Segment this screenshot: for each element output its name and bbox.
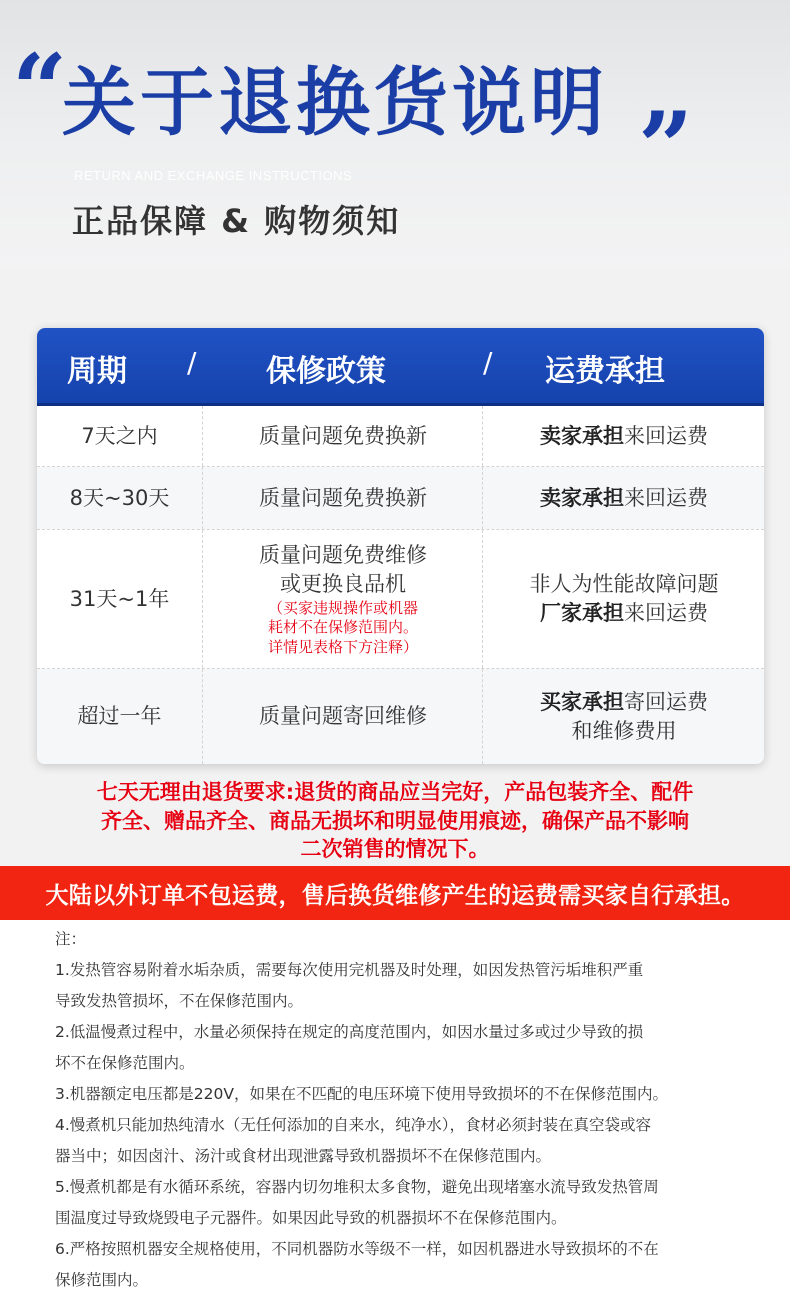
shipping-condition: 非人为性能故障问题	[529, 572, 719, 597]
note-line: 6.严格按照机器安全规格使用，不同机器防水等级不一样，如因机器进水导致损坏的不在	[55, 1240, 659, 1258]
policy-cell	[202, 467, 483, 529]
note-line: 坏不在保修范围内。	[55, 1054, 195, 1072]
policy-cell	[202, 406, 483, 466]
return-policy-line: 七天无理由退货要求:退货的商品应当完好，产品包装齐全、配件	[96, 780, 694, 804]
notes-section	[55, 920, 755, 1296]
shipping-text	[540, 422, 708, 451]
table-header	[37, 328, 764, 406]
policy-cell	[202, 669, 483, 764]
policy-footnote: 耗材不在保修范围内。	[267, 618, 418, 637]
policy-text: 质量问题寄回维修	[259, 704, 427, 729]
shipping-notice-banner: 大陆以外订单不包运费，售后换货维修产生的运费需买家自行承担。	[0, 866, 790, 920]
column-header-shipping: 运费承担	[545, 354, 665, 389]
period-text: 8天~30天	[69, 485, 170, 510]
policy-cell	[202, 530, 483, 668]
note-line: 3.机器额定电压都是220V，如果在不匹配的电压环境下使用导致损坏的不在保修范围内。	[55, 1085, 668, 1103]
shipping-desc: 来回运费	[624, 423, 708, 448]
table-row	[37, 467, 764, 529]
policy-footnote: （买家违规操作或机器	[267, 598, 418, 617]
note-line: 4.慢煮机只能加热纯清水（无任何添加的自来水，纯净水），食材必须封装在真空袋或容	[55, 1116, 652, 1134]
warranty-table	[37, 328, 764, 764]
policy-text: 质量问题免费换新	[259, 423, 427, 448]
page-subtitle: 正品保障 & 购物须知	[72, 202, 401, 240]
period-cell	[37, 406, 202, 466]
notes-heading: 注：	[55, 930, 87, 948]
policy-text: 或更换良品机	[280, 571, 406, 596]
note-line: 1.发热管容易附着水垢杂质，需要每次使用完机器及时处理，如因发热管污垢堆积严重	[55, 961, 644, 979]
shipping-payer: 厂家承担	[540, 601, 624, 625]
shipping-payer: 买家承担	[540, 689, 624, 714]
column-separator: /	[483, 346, 493, 379]
table-row	[37, 530, 764, 668]
column-separator: /	[187, 346, 197, 379]
note-line: 围温度过导致烧毁电子元器件。如果因此导致的机器损坏不在保修范围内。	[55, 1209, 567, 1227]
shipping-payer: 卖家承担	[540, 423, 624, 448]
policy-section	[0, 268, 790, 866]
header-banner	[0, 0, 790, 268]
shipping-cell	[482, 406, 764, 466]
shipping-extra: 和维修费用	[571, 718, 677, 743]
quote-close-icon: ”	[638, 91, 680, 204]
period-cell	[37, 467, 202, 529]
table-row	[37, 406, 764, 466]
shipping-text	[540, 599, 708, 628]
period-cell	[37, 669, 202, 764]
shipping-cell	[482, 669, 764, 764]
shipping-text	[540, 484, 708, 513]
period-text: 超过一年	[77, 704, 162, 729]
return-policy-line: 二次销售的情况下。	[300, 837, 490, 862]
shipping-cell	[482, 530, 764, 668]
policy-text: 质量问题免费换新	[259, 485, 427, 510]
period-cell	[37, 530, 202, 668]
shipping-text	[540, 688, 708, 717]
table-row	[37, 669, 764, 764]
quote-open-icon: “	[12, 33, 54, 146]
column-header-period: 周期	[67, 354, 127, 389]
column-header-policy: 保修政策	[266, 354, 386, 389]
shipping-desc: 寄回运费	[624, 689, 708, 714]
shipping-desc: 来回运费	[624, 601, 708, 625]
shipping-cell	[482, 467, 764, 529]
note-line: 5.慢煮机都是有水循环系统，容器内切勿堆积太多食物，避免出现堵塞水流导致发热管周	[55, 1178, 659, 1196]
period-text: 31天~1年	[69, 586, 170, 611]
note-line: 2.低温慢煮过程中，水量必须保持在规定的高度范围内，如因水量过多或过少导致的损	[55, 1023, 644, 1041]
shipping-payer: 卖家承担	[540, 485, 624, 510]
shipping-desc: 来回运费	[624, 485, 708, 510]
policy-text: 质量问题免费维修	[259, 542, 427, 567]
note-line: 保修范围内。	[55, 1271, 149, 1289]
policy-footnote: 详情见表格下方注释）	[267, 637, 418, 656]
return-policy-text	[0, 778, 790, 864]
period-text: 7天之内	[81, 423, 158, 448]
return-policy-line: 齐全、赠品齐全、商品无损坏和明显使用痕迹，确保产品不影响	[101, 808, 689, 833]
page-title-english: RETURN AND EXCHANGE INSTRUCTIONS	[74, 168, 353, 183]
page-title: 关于退换货说明	[62, 60, 608, 146]
note-line: 器当中；如因卤汁、汤汁或食材出现泄露导致机器损坏不在保修范围内。	[55, 1147, 552, 1165]
note-line: 导致发热管损坏，不在保修范围内。	[55, 992, 304, 1010]
